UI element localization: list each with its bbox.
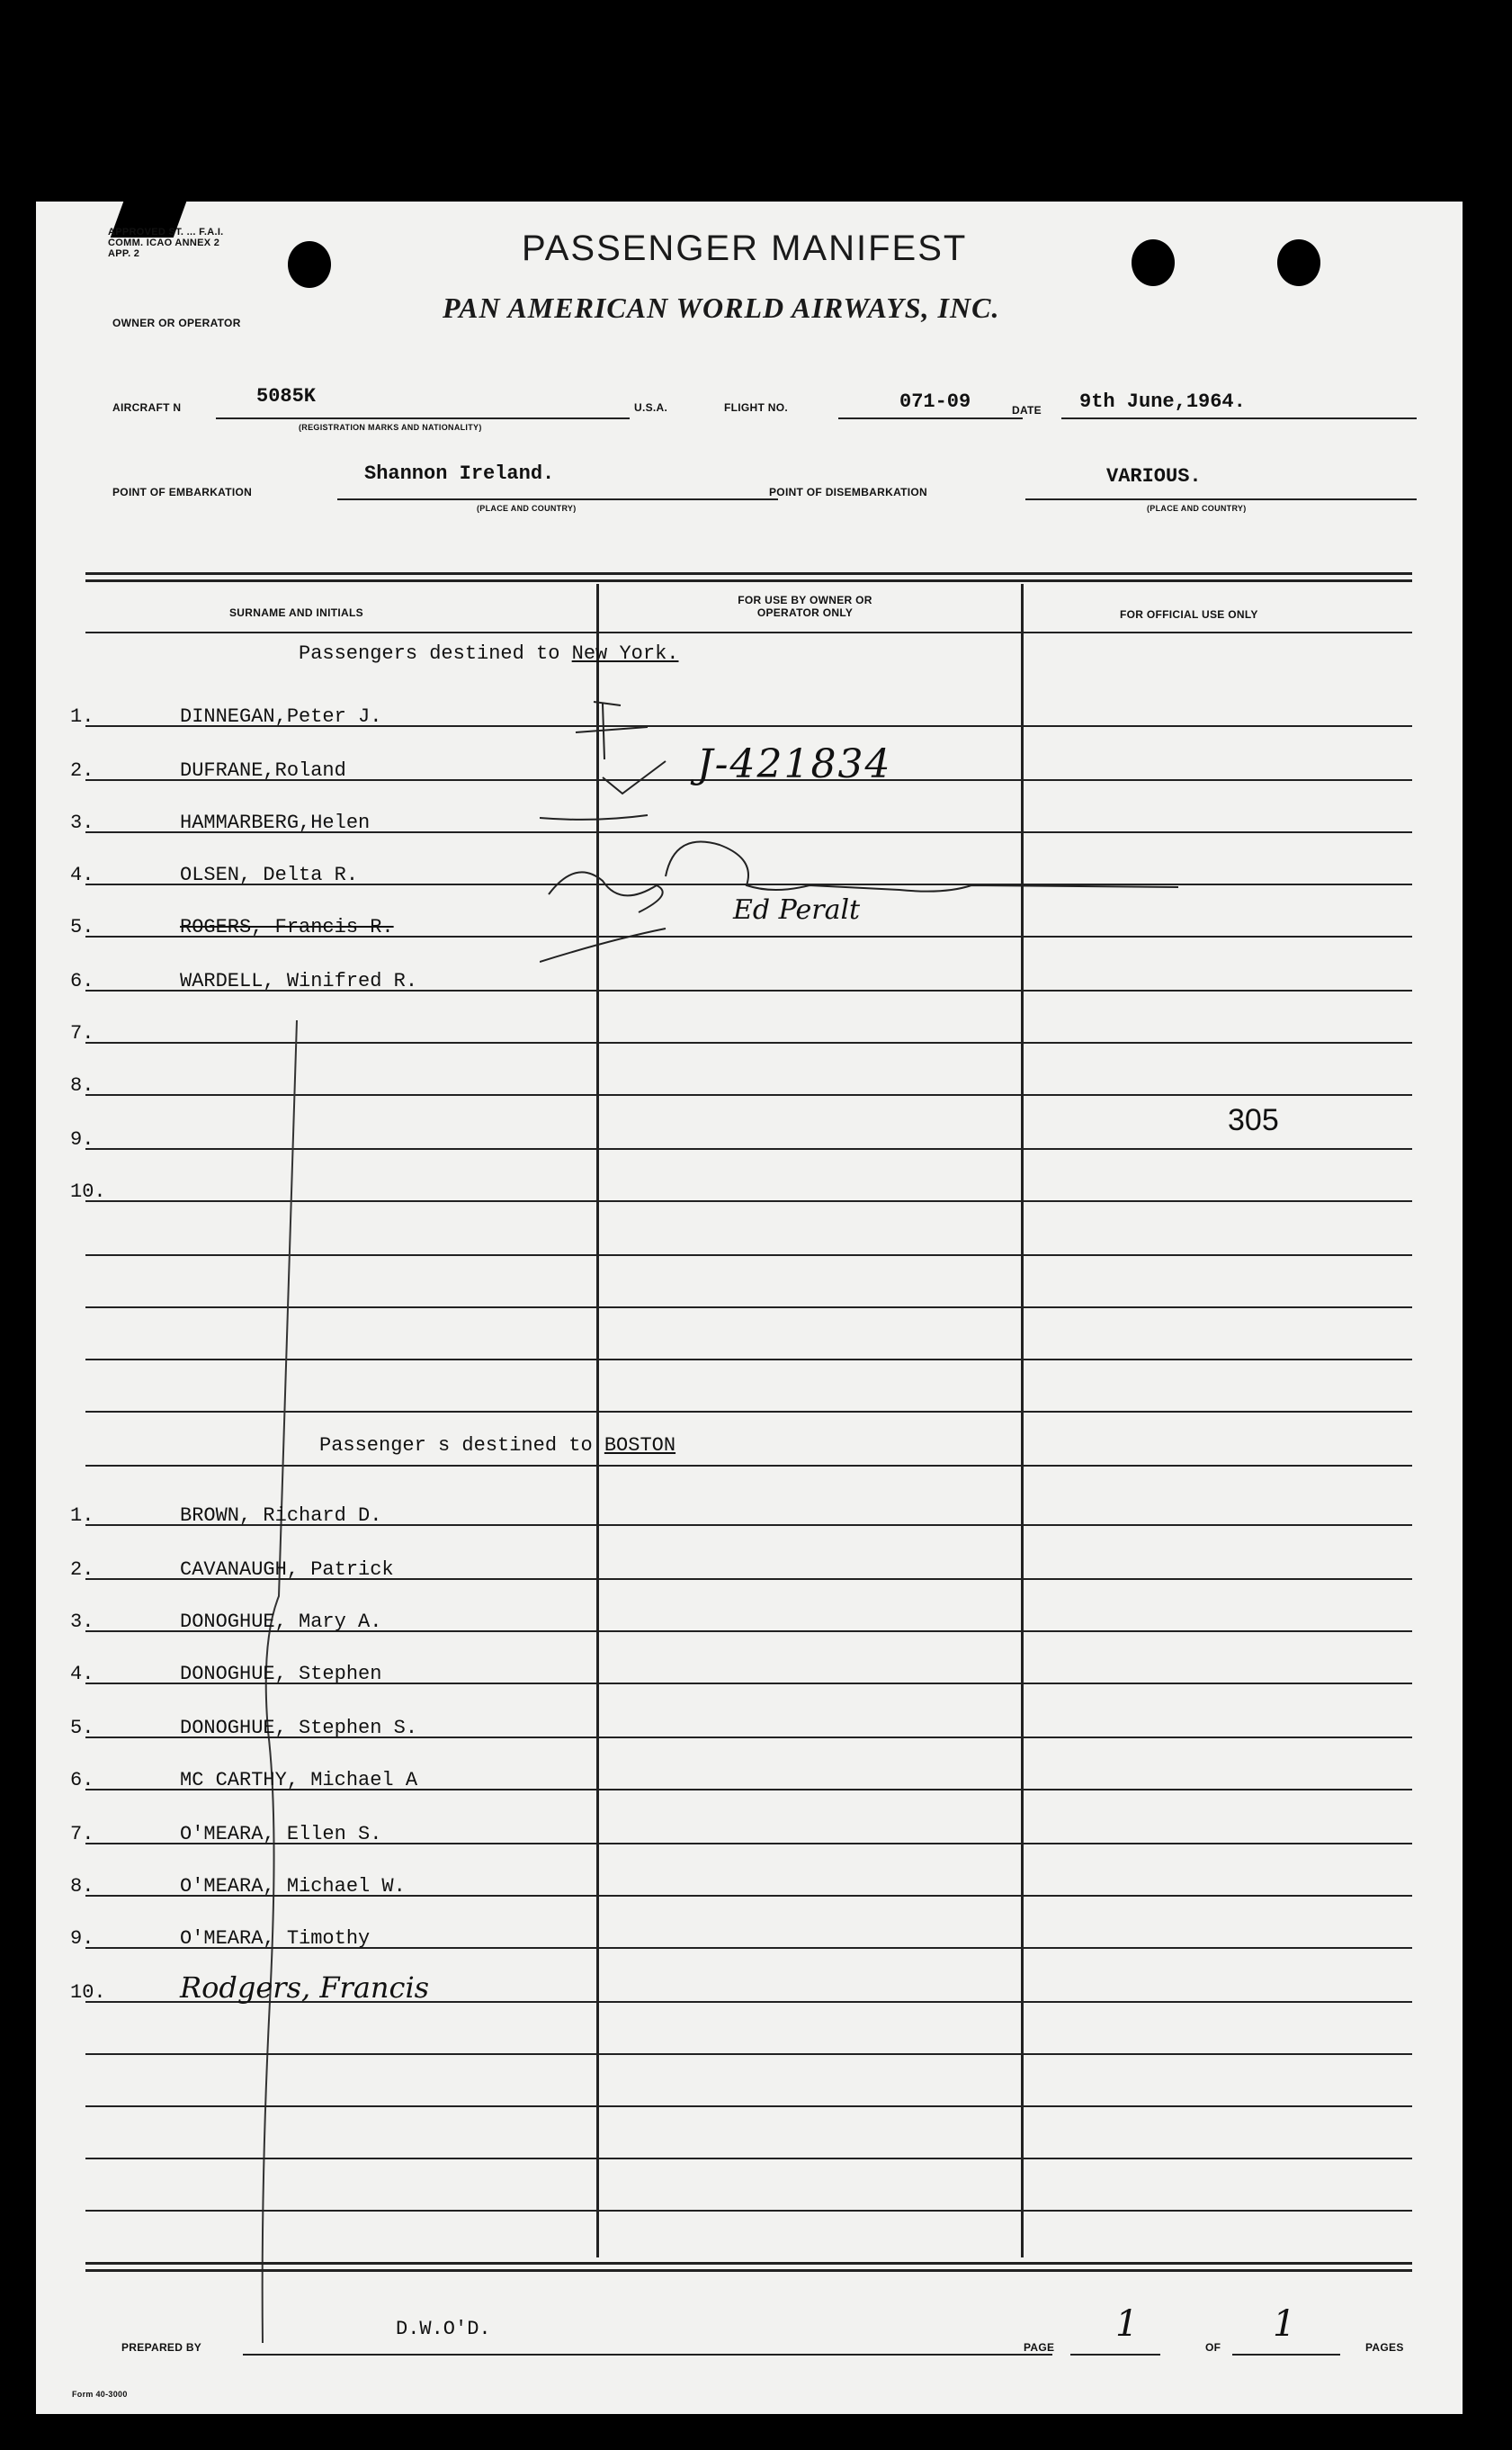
passenger-name: DONOGHUE, Stephen S. (180, 1717, 418, 1739)
col-owner-use: FOR USE BY OWNER OR OPERATOR ONLY (738, 594, 872, 619)
passenger-name: CAVANAUGH, Patrick (180, 1558, 394, 1581)
row-number: 6. (70, 970, 94, 992)
row-number: 7. (70, 1823, 94, 1845)
approval-text: APPROVED ST. ... F.A.I. COMM. ICAO ANNEX 2 APP. 2 (108, 227, 224, 259)
disembarkation-value: VARIOUS. (1106, 465, 1202, 488)
page-value: 1 (1115, 2303, 1139, 2345)
passenger-name: O'MEARA, Timothy (180, 1927, 371, 1950)
row-number: 2. (70, 759, 94, 782)
aircraft-label: AIRCRAFT N (112, 401, 182, 414)
row-number: 1. (70, 1504, 94, 1527)
prepared-label: PREPARED BY (121, 2341, 202, 2354)
embarkation-label: POINT OF EMBARKATION (112, 486, 253, 498)
row-number: 4. (70, 1663, 94, 1685)
passenger-name: HAMMARBERG,Helen (180, 812, 371, 834)
flight-value: 071-09 (899, 390, 971, 413)
row-number: 10. (70, 1981, 106, 2004)
of-label: OF (1205, 2341, 1221, 2354)
row-number: 10. (70, 1180, 106, 1203)
passenger-name: MC CARTHY, Michael A (180, 1769, 418, 1791)
page-title: PASSENGER MANIFEST (522, 229, 968, 268)
embarkation-place-country: (PLACE AND COUNTRY) (477, 504, 577, 513)
passenger-name-handwritten: Rodgers, Francis (180, 1970, 430, 2005)
row-number: 9. (70, 1128, 94, 1151)
passenger-name: DONOGHUE, Mary A. (180, 1611, 382, 1633)
section2-heading: Passenger s destined to BOSTON (319, 1434, 676, 1457)
disembarkation-label: POINT OF DISEMBARKATION (769, 486, 928, 498)
passenger-name-struck: ROGERS, Francis R. (180, 916, 394, 938)
manifest-sheet (36, 202, 1463, 2414)
form-code: Form 40-3000 (72, 2390, 128, 2399)
passenger-name: O'MEARA, Michael W. (180, 1875, 406, 1898)
handwritten-marks (540, 687, 1187, 993)
row-number: 1. (70, 705, 94, 728)
date-value: 9th June,1964. (1079, 390, 1246, 413)
passenger-name: DUFRANE,Roland (180, 759, 346, 782)
col-surname: SURNAME AND INITIALS (229, 606, 363, 619)
disembarkation-place-country: (PLACE AND COUNTRY) (1147, 504, 1247, 513)
passenger-name: BROWN, Richard D. (180, 1504, 382, 1527)
date-label: DATE (1012, 404, 1042, 417)
passenger-name: DINNEGAN,Peter J. (180, 705, 382, 728)
airline-name: PAN AMERICAN WORLD AIRWAYS, INC. (443, 292, 1000, 324)
pages-label: PAGES (1365, 2341, 1404, 2354)
passenger-name: WARDELL, Winifred R. (180, 970, 418, 992)
page-label: PAGE (1024, 2341, 1055, 2354)
row-number: 4. (70, 864, 94, 886)
handwritten-id: J-421834 (697, 741, 892, 787)
row-number: 8. (70, 1074, 94, 1097)
punch-hole (1277, 239, 1320, 286)
row-number: 5. (70, 916, 94, 938)
prepared-value: D.W.O'D. (396, 2318, 491, 2340)
row-number: 2. (70, 1558, 94, 1581)
pages-value: 1 (1273, 2303, 1296, 2345)
registration-label: (REGISTRATION MARKS AND NATIONALITY) (299, 423, 482, 432)
row-number: 9. (70, 1927, 94, 1950)
country-label: U.S.A. (634, 401, 668, 414)
punch-hole (1132, 239, 1175, 286)
aircraft-value: 5085K (256, 385, 317, 408)
row-number: 7. (70, 1022, 94, 1045)
passenger-name: O'MEARA, Ellen S. (180, 1823, 382, 1845)
passenger-name: OLSEN, Delta R. (180, 864, 359, 886)
row-number: 6. (70, 1769, 94, 1791)
handwritten-signature: Ed Peralt (733, 894, 861, 926)
row-number: 3. (70, 1611, 94, 1633)
section1-heading: Passengers destined to New York. (299, 642, 679, 665)
row-number: 3. (70, 812, 94, 834)
owner-label: OWNER OR OPERATOR (112, 317, 241, 329)
embarkation-value: Shannon Ireland. (364, 462, 555, 485)
passenger-name: DONOGHUE, Stephen (180, 1663, 382, 1685)
punch-hole (288, 241, 331, 288)
flight-label: FLIGHT NO. (724, 401, 788, 414)
col-official-use: FOR OFFICIAL USE ONLY (1120, 608, 1258, 621)
row-number: 5. (70, 1717, 94, 1739)
official-number: 305 (1228, 1103, 1279, 1137)
row-number: 8. (70, 1875, 94, 1898)
